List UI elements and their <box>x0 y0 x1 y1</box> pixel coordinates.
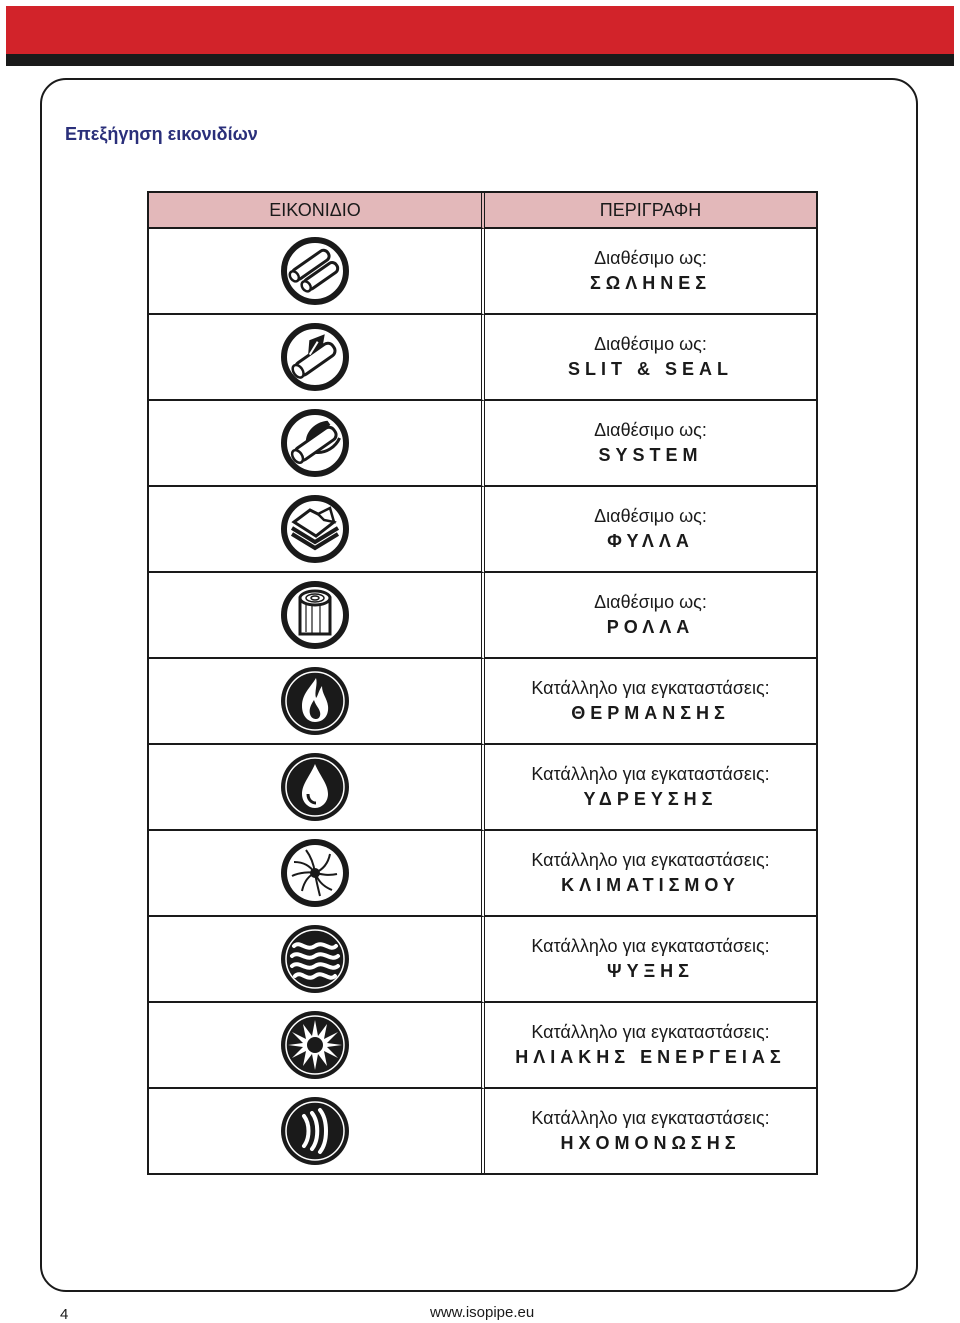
table-row <box>149 917 816 1003</box>
description-value: ΣΩΛΗΝΕΣ <box>589 273 712 293</box>
slit-seal-pipe-icon <box>149 322 481 392</box>
table-row <box>149 831 816 917</box>
pipes-icon <box>149 236 481 306</box>
table-row <box>149 1003 816 1089</box>
description-value: ΗΧΟΜΟΝΩΣΗΣ <box>560 1133 741 1153</box>
description-label: Κατάλληλο για εγκαταστάσεις: <box>531 1108 770 1128</box>
sheets-icon <box>149 494 481 564</box>
description-label: Κατάλληλο για εγκαταστάσεις: <box>531 1022 770 1042</box>
roll-icon <box>149 580 481 650</box>
description-value: ΡΟΛΛΑ <box>606 617 695 637</box>
system-pipe-icon <box>149 408 481 478</box>
description-label: Διαθέσιμο ως: <box>594 506 707 526</box>
description-label: Διαθέσιμο ως: <box>594 420 707 440</box>
header-black-line <box>6 54 954 66</box>
description-value: ΥΔΡΕΥΣΗΣ <box>583 789 718 809</box>
column-header-icon: ΕΙΚΟΝΙΔΙΟ <box>149 193 485 229</box>
description-label: Κατάλληλο για εγκαταστάσεις: <box>531 936 770 956</box>
description-value: ΦΥΛΛΑ <box>607 531 694 551</box>
table-row <box>149 315 816 401</box>
description-value: ΘΕΡΜΑΝΣΗΣ <box>571 703 730 723</box>
cooling-waves-icon <box>149 924 481 994</box>
column-header-description: ΠΕΡΙΓΡΑΦΗ <box>485 193 816 229</box>
description-label: Διαθέσιμο ως: <box>594 334 707 354</box>
footer-website-link[interactable]: www.isopipe.eu <box>430 1304 535 1321</box>
table-row <box>149 487 816 573</box>
description-value: ΚΛΙΜΑΤΙΣΜΟΥ <box>561 875 740 895</box>
description-value: SLIT & SEAL <box>567 359 733 379</box>
sun-icon <box>149 1010 481 1080</box>
table-row <box>149 401 816 487</box>
icon-legend-table <box>147 191 818 1175</box>
description-label: Κατάλληλο για εγκαταστάσεις: <box>531 850 770 870</box>
description-value: SYSTEM <box>598 445 703 465</box>
page-number: 4 <box>60 1306 69 1323</box>
table-row <box>149 573 816 659</box>
sound-waves-icon <box>149 1096 481 1166</box>
table-row <box>149 1089 816 1173</box>
table-row <box>149 659 816 745</box>
page-title: Επεξήγηση εικονιδίων <box>65 124 258 144</box>
description-label: Διαθέσιμο ως: <box>594 592 707 612</box>
description-label: Διαθέσιμο ως: <box>594 248 707 268</box>
table-row <box>149 229 816 315</box>
table-row <box>149 745 816 831</box>
description-value: ΗΛΙΑΚΗΣ ΕΝΕΡΓΕΙΑΣ <box>515 1047 786 1067</box>
flame-icon <box>149 666 481 736</box>
header-red-band <box>6 6 954 54</box>
fan-icon <box>149 838 481 908</box>
description-value: ΨΥΞΗΣ <box>607 961 694 981</box>
description-label: Κατάλληλο για εγκαταστάσεις: <box>531 678 770 698</box>
water-drop-icon <box>149 752 481 822</box>
description-label: Κατάλληλο για εγκαταστάσεις: <box>531 764 770 784</box>
